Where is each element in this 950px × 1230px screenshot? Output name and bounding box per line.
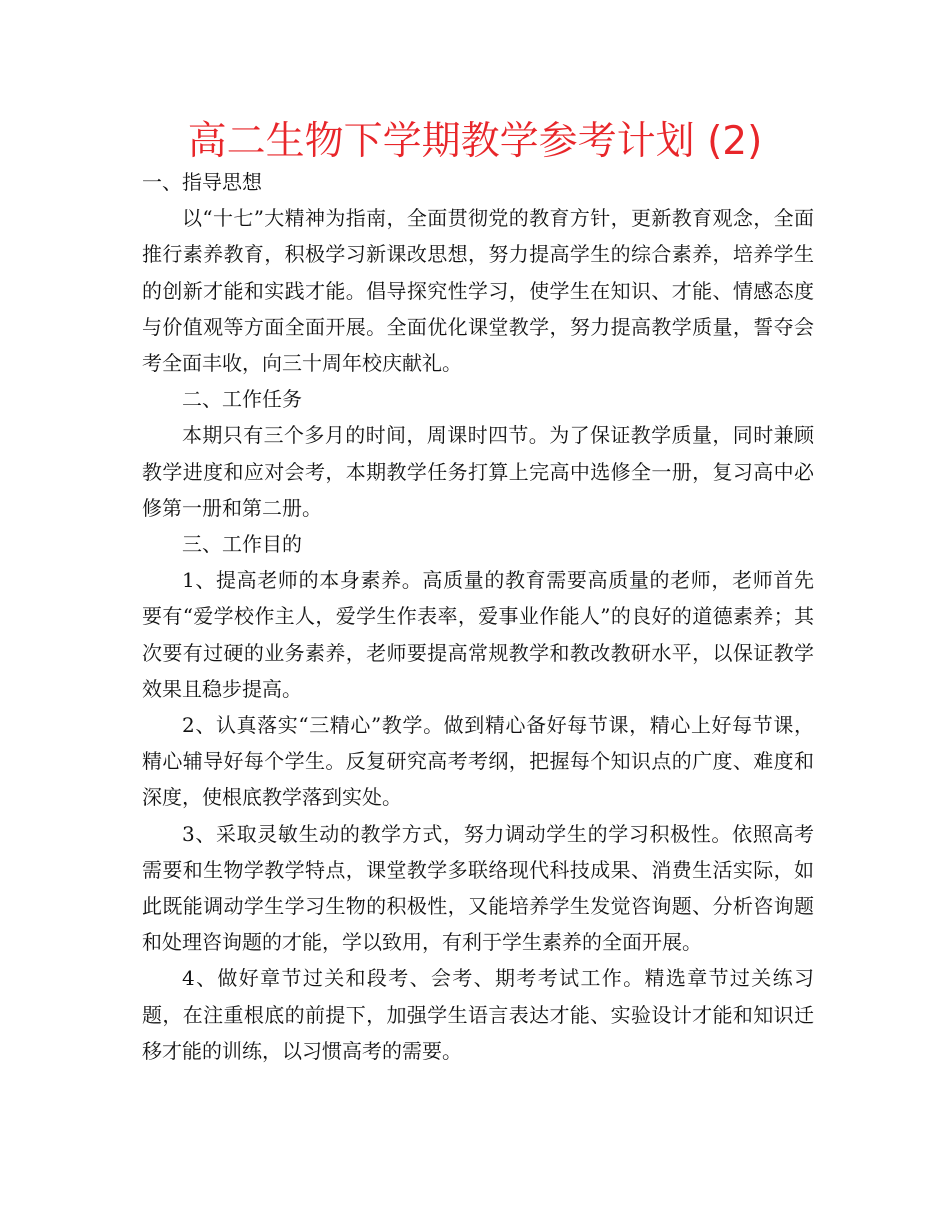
paragraph-goal-2: 2、认真落实“三精心”教学。做到精心备好每节课，精心上好每节课，精心辅导好每个学生。反复研究高考考纲，把握每个知识点的广度、难度和深度，使根底教学落到实处。 xyxy=(142,713,814,810)
section-heading-work-tasks: 二、工作任务 xyxy=(182,387,302,412)
paragraph-guiding-ideology: 以“十七”大精神为指南，全面贯彻党的教育方针，更新教育观念，全面推行素养教育，积极学习新课改思想，努力提高学生的综合素养，培养学生的创新才能和实践才能。倡导探究性学习，使学生在知识、才能、情感态度与价值观等方面全面开展。全面优化课堂教学，努力提高教学质量，誓夺会考全面丰收，向三十周年校庆献礼。 xyxy=(142,206,814,376)
paragraph-goal-3: 3、采取灵敏生动的教学方式，努力调动学生的学习积极性。依照高考需要和生物学教学特点，课堂教学多联络现代科技成果、消费生活实际，如此既能调动学生学习生物的积极性，又能培养学生发觉咨询题、分析咨询题和处理咨询题的才能，学以致用，有利于学生素养的全面开展。 xyxy=(142,821,814,955)
section-heading-guiding-ideology: 一、指导思想 xyxy=(142,170,262,194)
document-title: 高二生物下学期教学参考计划 (2) xyxy=(187,119,763,164)
paragraph-goal-4: 4、做好章节过关和段考、会考、期考考试工作。精选章节过关练习题，在注重根底的前提下，加强学生语言表达才能、实验设计才能和知识迁移才能的训练，以习惯高考的需要。 xyxy=(142,966,814,1063)
section-heading-work-goals: 三、工作目的 xyxy=(182,532,302,557)
paragraph-goal-1: 1、提高老师的本身素养。高质量的教育需要高质量的老师，老师首先要有“爱学校作主人，爱学生作表率，爱事业作能人”的良好的道德素养；其次要有过硬的业务素养，老师要提高常规教学和教改教研水平，以保证教学效果且稳步提高。 xyxy=(142,568,814,701)
document-body xyxy=(142,164,814,1069)
paragraph-work-tasks: 本期只有三个多月的时间，周课时四节。为了保证教学质量，同时兼顾教学进度和应对会考，本期教学任务打算上完高中选修全一册，复习高中必修第一册和第二册。 xyxy=(142,423,814,520)
